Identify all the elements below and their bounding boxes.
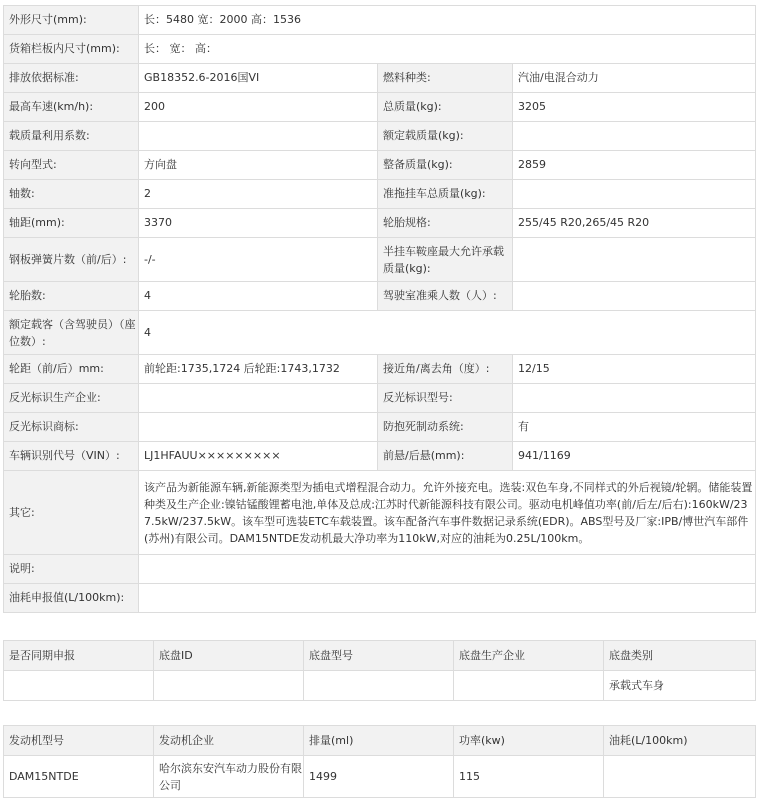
param-label: 燃料种类: [378, 64, 513, 93]
param-value: 长：5480 宽：2000 高：1536 [139, 6, 756, 35]
param-value: 长： 宽： 高： [139, 35, 756, 64]
table-cell: 115 [454, 756, 604, 798]
param-value [139, 122, 378, 151]
table-row [4, 122, 756, 151]
column-header: 是否同期申报 [4, 641, 154, 671]
engine-table [3, 725, 756, 798]
column-header: 功率(kw) [454, 726, 604, 756]
param-value: 有 [513, 413, 756, 442]
param-value-other: 该产品为新能源车辆,新能源类型为插电式增程混合动力。允许外接充电。选装:双色车身,不同样式的外后视镜/轮辋。储能装置种类及生产企业:镍钴锰酸锂蓄电池,单体及总成:江苏时代新能源科技有限公司。驱动电机峰值功率(前/后左/后右):160kW/237.5kW/237.5kW。该车型可选装ETC车载装置。该车配备汽车事件数据记录系统(EDR)。ABS型号及厂家:IPB/博世汽车部件(苏州)有限公司。DAM15NTDE发动机最大净功率为110kW,对应的油耗为0.25L/100km。 [139, 471, 756, 555]
param-label: 轮胎规格: [378, 209, 513, 238]
param-label: 半挂车鞍座最大允许承载质量(kg): [378, 238, 513, 282]
table-cell [4, 671, 154, 701]
param-value: LJ1HFAUU××××××××× [139, 442, 378, 471]
param-label: 额定载客（含驾驶员）（座位数）: [4, 311, 139, 355]
param-label: 轴距(mm): [4, 209, 139, 238]
param-value: 2 [139, 180, 378, 209]
column-header: 发动机型号 [4, 726, 154, 756]
param-value: -/- [139, 238, 378, 282]
param-value [513, 180, 756, 209]
table-row [4, 93, 756, 122]
param-label: 轮距（前/后）mm: [4, 355, 139, 384]
column-header: 底盘类别 [604, 641, 756, 671]
param-label: 总质量(kg): [378, 93, 513, 122]
param-label: 车辆识别代号（VIN）: [4, 442, 139, 471]
table-row [4, 311, 756, 355]
param-value: 3205 [513, 93, 756, 122]
table-row [4, 209, 756, 238]
vehicle-params-table [3, 5, 756, 613]
param-label: 接近角/离去角（度）: [378, 355, 513, 384]
param-label: 货箱栏板内尺寸(mm): [4, 35, 139, 64]
param-label: 反光标识型号: [378, 384, 513, 413]
column-header: 排量(ml) [304, 726, 454, 756]
param-label: 反光标识商标: [4, 413, 139, 442]
column-header: 油耗(L/100km) [604, 726, 756, 756]
table-cell [304, 671, 454, 701]
table-row [4, 35, 756, 64]
param-value: 汽油/电混合动力 [513, 64, 756, 93]
chassis-table [3, 640, 756, 701]
param-label: 轮胎数: [4, 282, 139, 311]
param-label: 额定载质量(kg): [378, 122, 513, 151]
param-label: 反光标识生产企业: [4, 384, 139, 413]
param-value [513, 384, 756, 413]
table-row [4, 756, 756, 798]
param-value [513, 122, 756, 151]
table-header-row [4, 726, 756, 756]
param-label: 载质量利用系数: [4, 122, 139, 151]
param-value: 3370 [139, 209, 378, 238]
param-label: 驾驶室准乘人数（人）: [378, 282, 513, 311]
param-value: 12/15 [513, 355, 756, 384]
param-value: 前轮距:1735,1724 后轮距:1743,1732 [139, 355, 378, 384]
table-row [4, 355, 756, 384]
table-row [4, 6, 756, 35]
param-value: 2859 [513, 151, 756, 180]
column-header: 底盘ID [154, 641, 304, 671]
column-header: 底盘生产企业 [454, 641, 604, 671]
param-label: 准拖挂车总质量(kg): [378, 180, 513, 209]
table-row [4, 282, 756, 311]
param-value: 255/45 R20,265/45 R20 [513, 209, 756, 238]
table-row [4, 238, 756, 282]
table-cell [604, 756, 756, 798]
table-row [4, 555, 756, 584]
param-value [513, 282, 756, 311]
param-value: 200 [139, 93, 378, 122]
param-label: 防抱死制动系统: [378, 413, 513, 442]
table-cell: 承载式车身 [604, 671, 756, 701]
table-row [4, 64, 756, 93]
table-row [4, 151, 756, 180]
param-value [139, 413, 378, 442]
param-label: 最高车速(km/h): [4, 93, 139, 122]
table-row [4, 180, 756, 209]
param-label: 整备质量(kg): [378, 151, 513, 180]
param-value: GB18352.6-2016国VI [139, 64, 378, 93]
param-label: 轴数: [4, 180, 139, 209]
param-value [139, 384, 378, 413]
param-value: 4 [139, 311, 756, 355]
table-row [4, 442, 756, 471]
table-cell: 哈尔滨东安汽车动力股份有限公司 [154, 756, 304, 798]
table-cell [454, 671, 604, 701]
param-value: 941/1169 [513, 442, 756, 471]
param-label: 外形尺寸(mm): [4, 6, 139, 35]
table-row [4, 471, 756, 555]
table-row [4, 384, 756, 413]
param-value: 方向盘 [139, 151, 378, 180]
param-label: 说明: [4, 555, 139, 584]
table-header-row [4, 641, 756, 671]
param-label: 排放依据标准: [4, 64, 139, 93]
param-label: 钢板弹簧片数（前/后）: [4, 238, 139, 282]
table-row [4, 413, 756, 442]
param-value [139, 555, 756, 584]
column-header: 发动机企业 [154, 726, 304, 756]
table-cell: DAM15NTDE [4, 756, 154, 798]
param-label: 转向型式: [4, 151, 139, 180]
column-header: 底盘型号 [304, 641, 454, 671]
param-label: 前悬/后悬(mm): [378, 442, 513, 471]
param-value: 4 [139, 282, 378, 311]
param-value [513, 238, 756, 282]
table-row [4, 671, 756, 701]
table-cell [154, 671, 304, 701]
param-label: 其它: [4, 471, 139, 555]
table-row [4, 584, 756, 613]
table-cell: 1499 [304, 756, 454, 798]
param-label: 油耗申报值(L/100km): [4, 584, 139, 613]
param-value [139, 584, 756, 613]
